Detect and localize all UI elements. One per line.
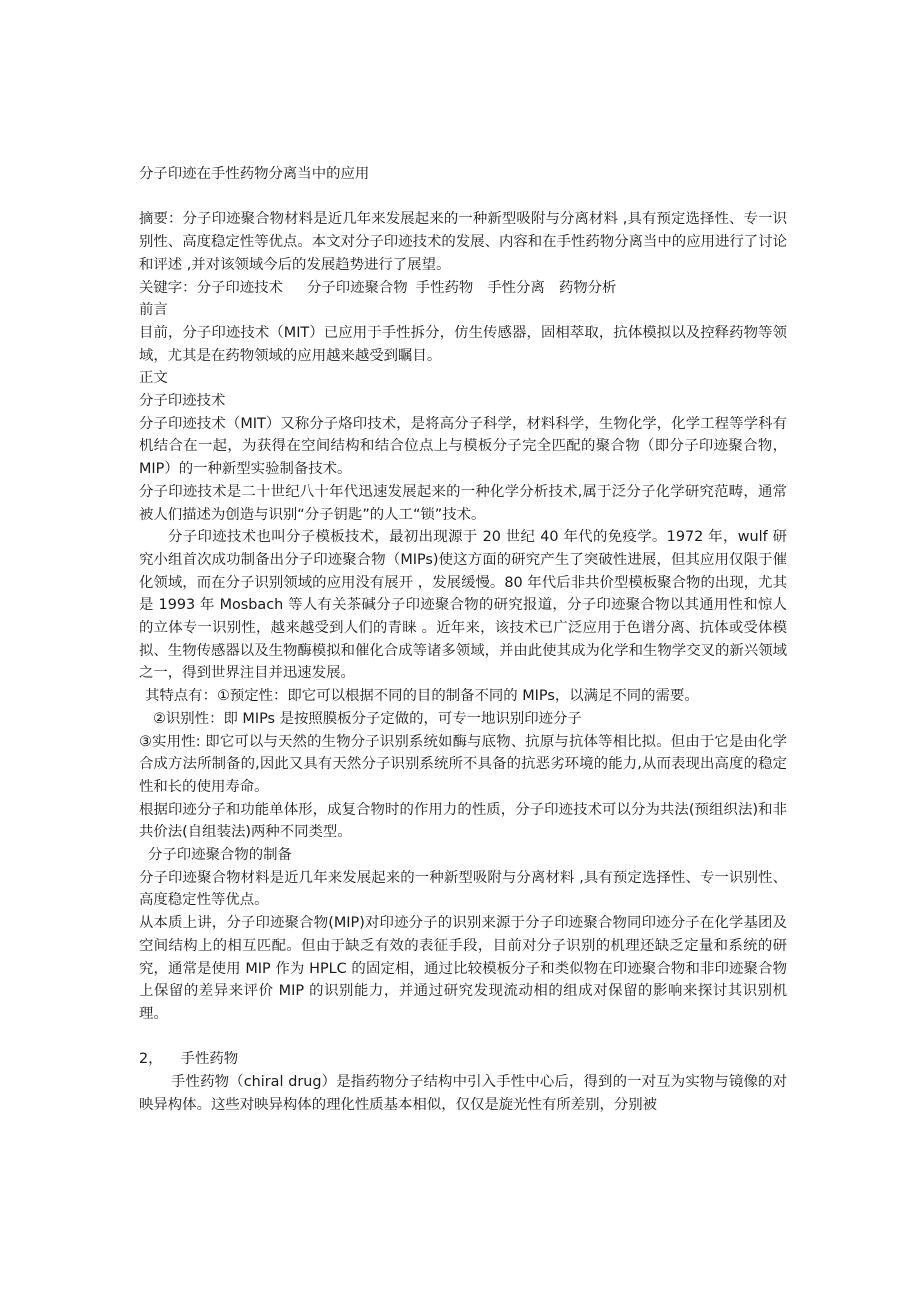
keyword: 分子印迹聚合物	[306, 279, 408, 296]
feature-item: ③实用性: 即它可以与天然的生物分子识别系统如酶与底物、抗原与抗体等相比拟。但由于它是由化学合成方法所制备的,因此又具有天然分子识别系统所不具备的抗恶劣环境的能力,从而表现出高度的稳定性和长的使用寿命。	[139, 733, 787, 795]
feature-item: 其特点有：①预定性：即它可以根据不同的目的制备不同的 MIPs，以满足不同的需要。	[145, 688, 699, 705]
section-heading-mip-preparation: 分子印迹聚合物的制备	[148, 847, 292, 864]
paragraph: 从本质上讲，分子印迹聚合物(MIP)对印迹分子的识别来源于分子印迹聚合物同印迹分子在化学基团及空间结构上的相互匹配。但由于缺乏有效的表征手段，目前对分子识别的机理还缺乏定量和系统的研究，通常是使用 MIP 作为 HPLC 的固定相，通过比较模板分子和类似物在印迹聚合物和非印迹聚合物上保留的差异来评价 MIP 的识别能力，并通过研究发现流动相的组成对保留的影响来探讨其识别机理。	[139, 915, 787, 1022]
document-title: 分子印迹在手性药物分离当中的应用	[139, 166, 370, 182]
paragraph: 分子印迹技术（MIT）又称分子烙印技术，是将高分子科学，材料科学，生物化学，化学工程等学科有机结合在一起，为获得在空间结构和结合位点上与模板分子完全匹配的聚合物（即分子印迹聚合物，MIP）的一种新型实验制备技术。	[139, 415, 787, 478]
keywords-line	[139, 277, 787, 300]
paragraph: 手性药物（chiral drug）是指药物分子结构中引入手性中心后，得到的一对互为实物与镜像的对映异构体。这些对映异构体的理化性质基本相似，仅仅是旋光性有所差别，分别被	[139, 1074, 787, 1113]
section-number: 2，	[139, 1051, 163, 1068]
body-heading: 正文	[139, 370, 168, 387]
paragraph: 分子印迹聚合物材料是近几年来发展起来的一种新型吸附与分离材料 ,具有预定选择性、专一识别性、高度稳定性等优点。	[139, 869, 787, 909]
document-body	[139, 163, 787, 1117]
keyword: 手性药物	[415, 279, 474, 296]
preface-heading: 前言	[139, 302, 168, 319]
section-heading-chiral-drug	[139, 1048, 787, 1071]
abstract-paragraph: 摘要：分子印迹聚合物材料是近几年来发展起来的一种新型吸附与分离材料 ,具有预定选择性、专一识别性、高度稳定性等优点。本文对分子印迹技术的发展、内容和在手性药物分离当中的应用进行了讨论和评述 ,并对该领域今后的发展趋势进行了展望。	[139, 211, 787, 273]
section-heading-mit: 分子印迹技术	[139, 393, 226, 410]
paragraph: 分子印迹技术是二十世纪八十年代迅速发展起来的一种化学分析技术,属于泛分子化学研究范畴，通常被人们描述为创造与识别“分子钥匙”的人工“锁”技术。	[139, 483, 787, 523]
feature-item: ②识别性：即 MIPs 是按照膜板分子定做的，可专一地识别印迹分子	[153, 710, 582, 727]
keyword: 手性分离	[487, 279, 545, 296]
keyword: 药物分析	[558, 279, 617, 296]
keyword: 分子印迹技术	[196, 279, 283, 296]
preface-paragraph: 目前，分子印迹技术（MIT）已应用于手性拆分，仿生传感器，固相萃取，抗体模拟以及控释药物等领域，尤其是在药物领域的应用越来越受到瞩目。	[139, 324, 787, 364]
keywords-label: 关键字：	[139, 279, 197, 296]
paragraph: 分子印迹技术也叫分子模板技术，最初出现源于 20 世纪 40 年代的免疫学。1972 年，wulf 研究小组首次成功制备出分子印迹聚合物（MIPs)使这方面的研究产生了突破性进展，但其应用仅限于催化领域，而在分子识别领域的应用没有展开 ，发展缓慢。80 年代后非共价型模板聚合物的出现，尤其是 1993 年 Mosbach 等人有关茶碱分子印迹聚合物的研究报道，分子印迹聚合物以其通用性和惊人的立体专一识别性，越来越受到人们的青睐 。近年来，该技术已广泛应用于色谱分离、抗体或受体模拟、生物传感器以及生物酶模拟和催化合成等诸多领域，并由此使其成为化学和生物学交叉的新兴领域之一，得到世界注目并迅速发展。	[139, 529, 787, 682]
section-title: 手性药物	[180, 1051, 239, 1068]
paragraph: 根据印迹分子和功能单体形，成复合物时的作用力的性质，分子印迹技术可以分为共法(预组织法)和非共价法(自组装法)两种不同类型。	[139, 801, 787, 841]
